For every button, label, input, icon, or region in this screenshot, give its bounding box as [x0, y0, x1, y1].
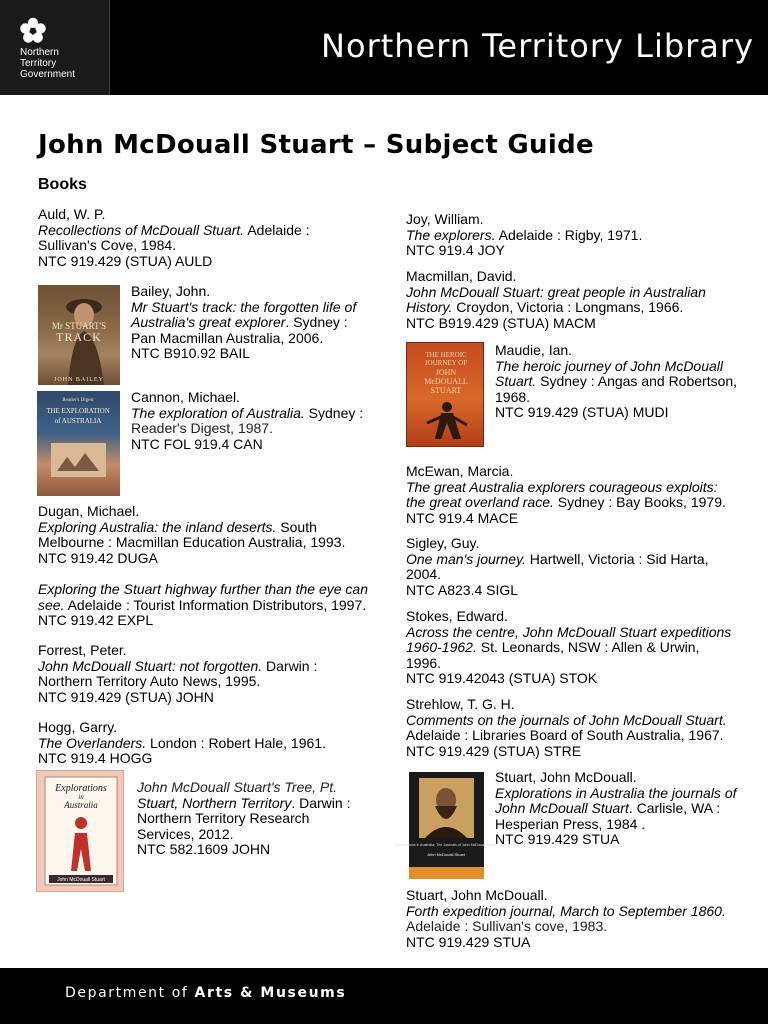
book-entry-stuart-highway [38, 582, 368, 629]
entry-title: Recollections of McDouall Stuart. [38, 221, 245, 238]
nt-government-logo [0, 0, 110, 95]
book-cover-explorations-in-australia [36, 770, 124, 892]
header-title: Northern Territory Library [321, 27, 754, 65]
entry-title: The heroic journey of John McDouall [495, 357, 724, 374]
entry-author: Joy, William. [406, 211, 484, 227]
entry-call-number: NTC 919.4 HOGG [38, 750, 153, 766]
entry-author: Stokes, Edward. [406, 608, 508, 624]
book-entry-stuarts-tree [137, 780, 350, 858]
book-entry-cannon [131, 390, 363, 452]
cover-title-line: of AUSTRALIA [54, 417, 102, 425]
entry-title: Stuart. [495, 373, 537, 389]
entry-title: see. [38, 596, 65, 613]
entry-publisher: Pan Macmillan Australia, 2006. [131, 329, 324, 346]
entry-title: John McDouall Stuart's Tree, Pt. [137, 779, 338, 795]
cover-illustration [395, 772, 497, 879]
entry-publisher: Sullivan's Cove, 1984. [38, 237, 177, 253]
entry-call-number: NTC 919.42 DUGA [38, 549, 158, 566]
entry-title: John McDouall Stuart [495, 800, 629, 816]
cover-title-line: THE EXPLORATION [46, 407, 110, 415]
entry-publisher: St. Leonards, NSW : Allen & Urwin, [476, 639, 700, 655]
cover-author: John McDouall Stuart [426, 852, 466, 857]
book-entry-macmillan [406, 269, 706, 331]
cover-illustration [407, 343, 485, 448]
entry-publisher: Reader's Digest, 1987. [131, 420, 273, 436]
cover-publisher: Reader's Digest [62, 398, 94, 403]
entry-publisher: Adelaide : Rigby, 1971. [495, 226, 643, 243]
entry-publisher: Adelaide : Libraries Board of South Australia, 1967. [406, 727, 724, 743]
entry-author: Maudie, Ian. [495, 342, 573, 358]
entry-publisher: . Sydney : [285, 314, 348, 330]
entry-call-number: NTC 919.429 (STUA) JOHN [38, 688, 214, 705]
logo-line: Northern [20, 47, 59, 58]
footer-bar [0, 968, 768, 1024]
entry-publisher: Darwin : [262, 657, 318, 674]
book-entry-bailey [131, 284, 356, 362]
entry-author: Stuart, John McDouall. [406, 887, 548, 903]
book-entry-joy [406, 212, 642, 259]
entry-publisher: . Carlisle, WA : [628, 800, 721, 816]
entry-title: Comments on the journals of John McDouall Stuart. [406, 711, 727, 728]
entry-call-number: NTC A823.4 SIGL [406, 581, 519, 598]
entry-author: Macmillan, David. [406, 268, 517, 284]
book-cover-exploration-of-australia [37, 391, 120, 496]
entry-call-number: NTC 582.1609 JOHN [137, 841, 271, 857]
entry-title: Across the centre, John McDouall Stuart expeditions [406, 623, 732, 640]
entry-publisher: 2004. [406, 566, 442, 582]
entry-publisher: Sydney : [304, 404, 364, 421]
entry-publisher: Croydon, Victoria : Longmans, 1966. [452, 299, 684, 315]
cover-author: JOHN BAILEY [54, 377, 104, 383]
entry-publisher: 1996. [406, 654, 442, 671]
page-title: John McDouall Stuart – Subject Guide [38, 130, 594, 160]
cover-illustration [37, 391, 120, 496]
cover-title-line: Mr STUART'S [51, 321, 107, 331]
section-heading-books: Books [38, 176, 87, 193]
book-entry-auld [38, 207, 310, 269]
entry-title: The exploration of Australia. [131, 404, 305, 421]
book-entry-stuart-explorations [495, 770, 737, 848]
book-cover-mr-stuarts-track [38, 285, 120, 385]
entry-call-number: NTC 919.4 MACE [406, 509, 519, 526]
entry-publisher: Hartwell, Victoria : Sid Harta, [525, 550, 709, 567]
entry-publisher: Sydney : Bay Books, 1979. [553, 494, 726, 510]
entry-title: Explorations in Australia the journals of [495, 784, 737, 801]
entry-publisher: Hesperian Press, 1984 . [495, 815, 646, 832]
entry-call-number: NTC 919.429 STUA [495, 831, 620, 847]
entry-title: Exploring the Stuart highway further than the eye can [38, 581, 368, 597]
entry-call-number: NTC 919.429 (STUA) AULD [38, 252, 213, 269]
logo-line: Territory [20, 58, 57, 69]
book-entry-dugan [38, 504, 345, 566]
book-entry-maudie [495, 343, 737, 421]
logo-line: Government [20, 69, 76, 80]
book-entry-mcewan [406, 464, 726, 526]
entry-title: John McDouall Stuart: not forgotten. [38, 657, 263, 674]
entry-author: Auld, W. P. [38, 206, 106, 222]
entry-call-number: NTC 919.42 EXPL [38, 612, 154, 628]
entry-title: John McDouall Stuart: great people in Australian [406, 283, 706, 300]
entry-author: Forrest, Peter. [38, 642, 127, 658]
entry-title: the great overland race. [406, 494, 554, 510]
entry-title: The great Australia explorers courageous exploits: [406, 478, 718, 495]
entry-title: The Overlanders. [38, 734, 147, 751]
footer-prefix: Department of [65, 985, 195, 1001]
entry-author: Strehlow, T. G. H. [406, 696, 515, 712]
book-entry-stuart-forth-expedition [406, 888, 726, 950]
cover-title-line: THE HEROIC [425, 351, 467, 359]
entry-publisher: Adelaide : Sullivan's cove, 1983. [406, 918, 608, 934]
entry-publisher: London : Robert Hale, 1961. [146, 734, 326, 751]
logo-text [20, 47, 75, 80]
entry-title: Forth expedition journal, March to September 1860. [406, 902, 726, 919]
entry-call-number: NTC 919.429 STUA [406, 933, 531, 950]
cover-title-line: STUART [430, 386, 462, 395]
entry-author: Cannon, Michael. [131, 389, 240, 405]
book-entry-forrest [38, 643, 317, 705]
flower-logo-icon [19, 17, 47, 45]
book-cover-stuart-journals [395, 772, 497, 879]
entry-author: Bailey, John. [131, 283, 211, 299]
entry-publisher: Adelaide : [244, 221, 310, 238]
footer-department-name: Arts & Museums [194, 985, 347, 1001]
entry-title: History. [406, 299, 453, 315]
entry-author: McEwan, Marcia. [406, 463, 514, 479]
entry-title: Mr Stuart's track: the forgotten life of [131, 298, 357, 315]
cover-title-line: Australia [64, 800, 98, 810]
book-entry-hogg [38, 720, 326, 767]
cover-title-line: TRACK [56, 330, 102, 344]
entry-publisher: Sydney : Angas and Robertson, [536, 373, 738, 389]
cover-author: John McDouall Stuart [57, 877, 105, 883]
entry-call-number: NTC FOL 919.4 CAN [131, 435, 263, 452]
entry-call-number: NTC 919.42043 (STUA) STOK [406, 670, 598, 686]
cover-title-line: Explorations [55, 783, 107, 794]
portrait-image [38, 285, 120, 385]
cover-illustration [37, 771, 125, 893]
cover-title-line: in [78, 793, 84, 801]
entry-publisher: 1968. [495, 388, 531, 405]
entry-author: Hogg, Garry. [38, 719, 118, 735]
entry-title: The explorers. [406, 226, 496, 243]
entry-publisher: Adelaide : Tourist Information Distributors, 1997. [64, 596, 367, 613]
entry-title: Stuart, Northern Territory [137, 794, 292, 811]
cover-title-line: JOHN [435, 368, 457, 377]
book-entry-sigley [406, 536, 709, 598]
entry-call-number: NTC B910.92 BAIL [131, 345, 251, 361]
entry-publisher: South [276, 518, 317, 535]
entry-call-number: NTC 919.4 JOY [406, 242, 505, 258]
entry-title: One man's journey. [406, 550, 526, 567]
entry-author: Sigley, Guy. [406, 535, 480, 551]
entry-author: Dugan, Michael. [38, 503, 140, 519]
entry-title: Exploring Australia: the inland deserts. [38, 518, 277, 535]
entry-publisher: Services, 2012. [137, 825, 234, 842]
book-cover-heroic-journey [406, 342, 484, 447]
entry-title: 1960-1962. [406, 639, 477, 655]
entry-publisher: Northern Territory Research [137, 810, 310, 826]
footer-department [65, 985, 346, 1001]
book-entry-stokes [406, 609, 731, 687]
cover-caption: Explorations in Australia: The Journals of John McDouall Stuart [395, 843, 497, 847]
entry-call-number: NTC 919.429 (STUA) MUDI [495, 404, 669, 420]
entry-call-number: NTC B919.429 (STUA) MACM [406, 314, 596, 331]
entry-title: Australia's great explorer [131, 314, 286, 330]
book-entry-strehlow [406, 697, 727, 759]
header-bar [0, 0, 768, 95]
entry-publisher: Melbourne : Macmillan Education Australia, 1993. [38, 534, 346, 550]
entry-publisher: . Darwin : [291, 794, 351, 811]
cover-title-line: JOURNEY OF [424, 359, 468, 367]
entry-author: Stuart, John McDouall. [495, 769, 637, 785]
cover-title-line: McDOUALL [424, 377, 468, 386]
entry-publisher: Northern Territory Auto News, 1995. [38, 673, 261, 689]
entry-call-number: NTC 919.429 (STUA) STRE [406, 742, 582, 759]
